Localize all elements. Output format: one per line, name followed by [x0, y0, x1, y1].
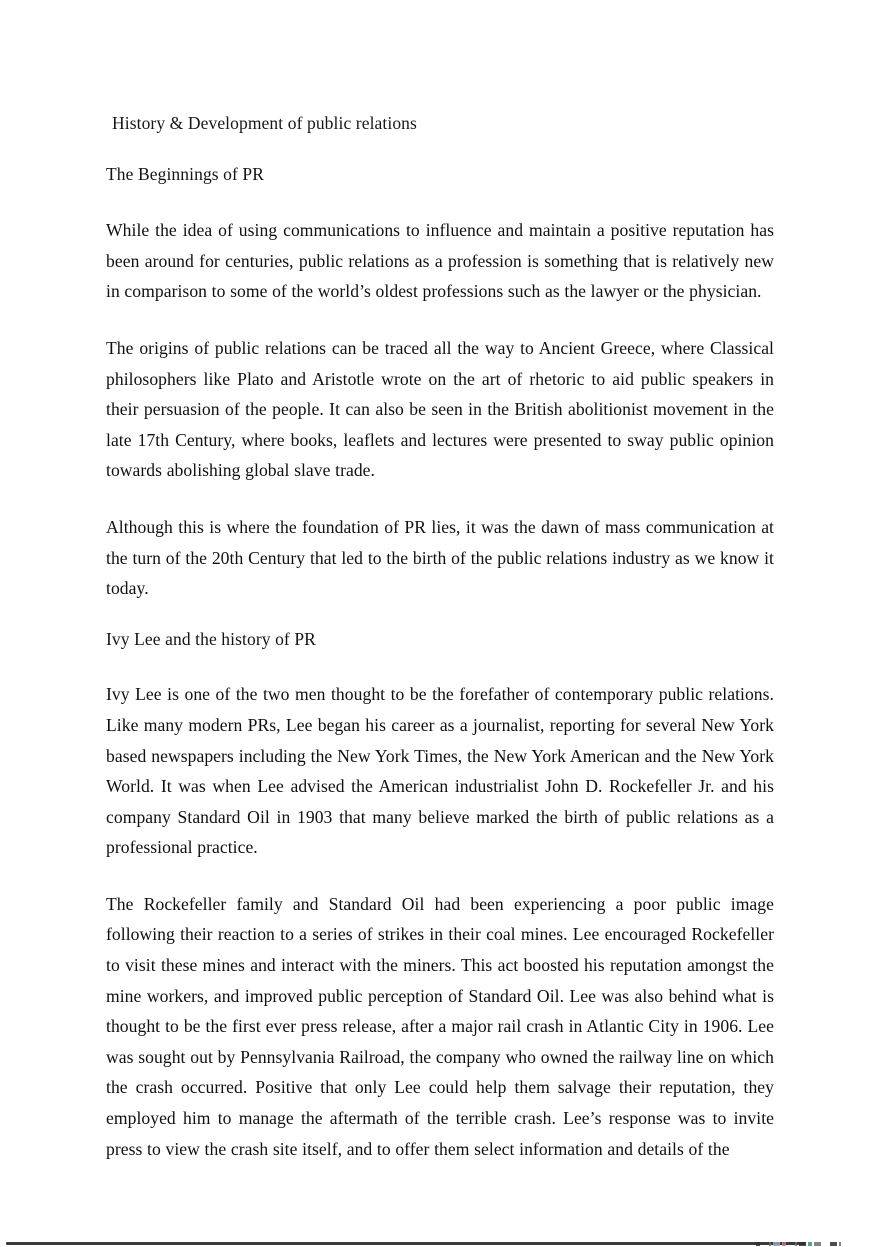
paragraph-idea-of-communications: While the idea of using communications to influence and maintain a positive reputation has been around for centuries, public relations as a profession is something that is relatively new in comparison to some of the world’s oldest professions such as the lawyer or the physician.	[106, 220, 774, 302]
system-tray-icons[interactable]	[756, 1241, 874, 1246]
tray-icon-6[interactable]	[799, 1242, 806, 1246]
section-heading-beginnings-of-pr: The Beginnings of PR	[106, 163, 265, 184]
document-text-column	[106, 108, 774, 1164]
document-title: History & Development of public relations	[112, 113, 417, 133]
tray-spacer-1	[762, 1242, 767, 1246]
paragraph-rockefeller-standard-oil: The Rockefeller family and Standard Oil had been experiencing a poor public image following their reaction to a series of strikes in their coal mines. Lee encouraged Rockefeller to visit these mines and interact with the miners. This act boosted his reputation amongst the mine workers, and improved public perception of Standard Oil. Lee was also behind what is thought to be the first ever press release, after a major rail crash in Atlantic City in 1906. Lee was sought out by Pennsylvania Railroad, the company who owned the railway line on which the crash occurred. Positive that only Lee could help them salvage their reputation, they employed him to manage the aftermath of the terrible crash. Lee’s response was to invite press to view the crash site itself, and to offer them select information and details of the	[106, 893, 774, 1159]
tray-icon-1[interactable]	[756, 1242, 760, 1246]
tray-icon-7[interactable]	[808, 1242, 812, 1246]
paragraph-ivy-lee-biography: Ivy Lee is one of the two men thought to be the forefather of contemporary public relations. Like many modern PRs, Lee began his career as a journalist, reporting for several New York based newspapers including the New York Times, the New York American and the New York World. It was when Lee advised the American industrialist John D. Rockefeller Jr. and his company Standard Oil in 1903 that many believe marked the birth of public relations as a professional practice.	[106, 684, 774, 858]
taskbar-background	[6, 1242, 806, 1245]
tray-spacer-2	[788, 1242, 793, 1246]
tray-icon-10[interactable]	[839, 1242, 841, 1246]
paragraph-foundation-of-pr: Although this is where the foundation of PR lies, it was the dawn of mass communication at the turn of the 20th Century that led to the birth of the public relations industry as we know it today.	[106, 516, 774, 599]
paragraph-origins-ancient-greece: The origins of public relations can be traced all the way to Ancient Greece, where Classical philosophers like Plato and Aristotle wrote on the art of rhetoric to aid public speakers in their persuasion of the people. It can also be seen in the British abolitionist movement in the late 17th Century, where books, leaflets and lectures were presented to sway public opinion towards abolishing global slave trade.	[106, 337, 774, 481]
tray-icon-2[interactable]	[769, 1242, 771, 1246]
tray-icon-4[interactable]	[782, 1242, 786, 1246]
tray-icon-3[interactable]	[773, 1242, 780, 1246]
tray-icon-5[interactable]	[795, 1242, 797, 1246]
tray-icon-9[interactable]	[830, 1242, 837, 1246]
tray-spacer-3	[823, 1242, 828, 1246]
section-heading-ivy-lee-history-of-pr: Ivy Lee and the history of PR	[106, 628, 316, 649]
tray-icon-8[interactable]	[814, 1242, 821, 1246]
taskbar-sliver[interactable]	[0, 1240, 880, 1247]
